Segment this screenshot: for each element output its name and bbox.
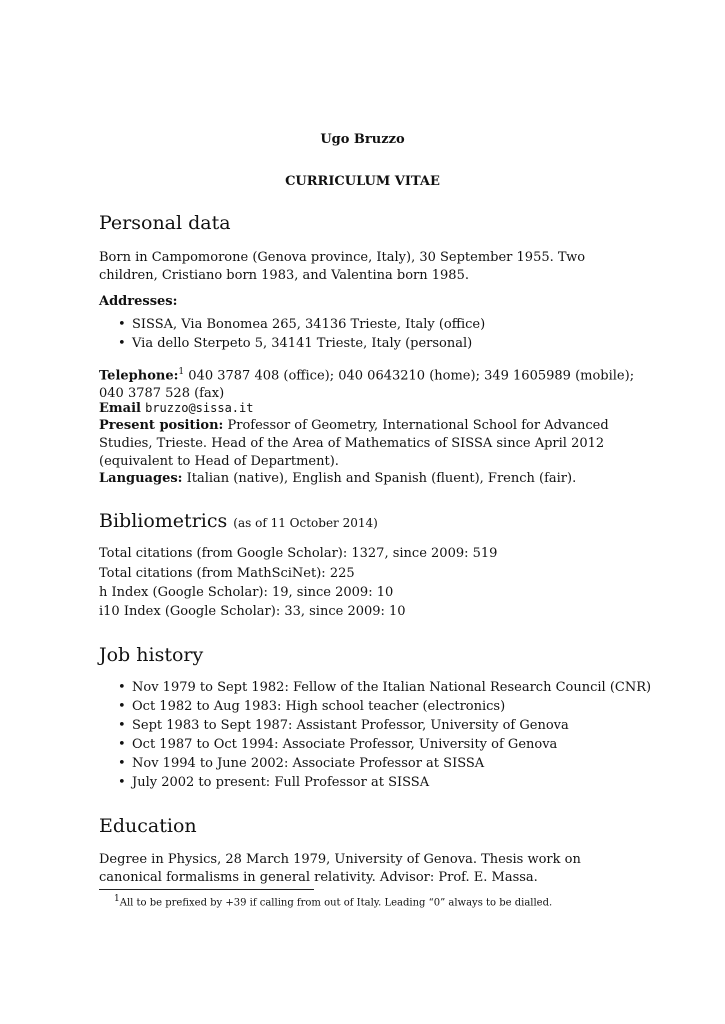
email-label: Email [99, 401, 141, 416]
address-office: SISSA, Via Bonomea 265, 34136 Trieste, Italy (office) [132, 317, 486, 332]
footnote [114, 894, 552, 908]
education-heading: Education [99, 815, 197, 837]
address-item: • SISSA, Via Bonomea 265, 34136 Trieste, Italy (office) [118, 317, 486, 332]
footnote-text: All to be prefixed by +39 if calling from out of Italy. Leading “0” always to be dialled. [119, 897, 553, 909]
email-address[interactable]: bruzzo@sissa.it [145, 401, 254, 415]
telephone-numbers: 040 3787 408 (office); 040 0643210 (home); 349 1605989 (mobile); 040 3787 528 (fax) [99, 368, 635, 402]
footnote-number: 1 [114, 894, 120, 904]
address-item: • Via dello Sterpeto 5, 34141 Trieste, Italy (personal) [118, 336, 473, 351]
position-text: Professor of Geometry, International School for Advanced Studies, Trieste. Head of the Area of Mathematics of SISSA since April 2012 (equivalent to Head of Department). [99, 418, 609, 469]
telephone-paragraph [99, 363, 639, 403]
addresses-label: Addresses: [99, 294, 178, 309]
bibliometrics-heading [99, 510, 378, 532]
personal-data-heading: Personal data [99, 212, 231, 234]
position-label: Present position: [99, 418, 224, 433]
job-history-heading: Job history [99, 644, 204, 666]
document-title: CURRICULUM VITAE [285, 174, 440, 189]
bibliometric-line: Total citations (from Google Scholar): 1327, since 2009: 519 [99, 546, 498, 561]
job-text: Oct 1982 to Aug 1983: High school teacher (electronics) [132, 699, 506, 714]
job-item: • Oct 1987 to Oct 1994: Associate Professor, University of Genova [118, 737, 558, 752]
job-item: • Oct 1982 to Aug 1983: High school teacher (electronics) [118, 699, 506, 714]
job-text: Oct 1987 to Oct 1994: Associate Professor, University of Genova [132, 737, 558, 752]
job-item: • July 2002 to present: Full Professor at SISSA [118, 775, 430, 790]
education-paragraph: Degree in Physics, 28 March 1979, University of Genova. Thesis work on canonical formalisms in general relativity. Advisor: Prof. E. Massa. [99, 852, 581, 885]
job-text: Sept 1983 to Sept 1987: Assistant Professor, University of Genova [132, 718, 569, 733]
bibliometric-line: Total citations (from MathSciNet): 225 [99, 566, 355, 581]
bibliometrics-date: (as of 11 October 2014) [233, 516, 378, 530]
bibliometrics-title: Bibliometrics [99, 510, 228, 532]
job-item: • Sept 1983 to Sept 1987: Assistant Professor, University of Genova [118, 718, 569, 733]
languages-line [99, 471, 576, 486]
bibliometric-line: i10 Index (Google Scholar): 33, since 2009: 10 [99, 604, 406, 619]
footnote-marker: 1 [178, 367, 185, 377]
job-item: • Nov 1979 to Sept 1982: Fellow of the Italian National Research Council (CNR) [118, 680, 652, 695]
address-personal: Via dello Sterpeto 5, 34141 Trieste, Italy (personal) [132, 336, 473, 351]
job-text: July 2002 to present: Full Professor at SISSA [132, 775, 430, 790]
bibliometric-line: h Index (Google Scholar): 19, since 2009: 10 [99, 585, 394, 600]
job-text: Nov 1979 to Sept 1982: Fellow of the Italian National Research Council (CNR) [132, 680, 652, 695]
job-item: • Nov 1994 to June 2002: Associate Professor at SISSA [118, 756, 485, 771]
languages-label: Languages: [99, 471, 183, 486]
languages-text: Italian (native), English and Spanish (fluent), French (fair). [186, 471, 577, 486]
email-line [99, 401, 253, 416]
footnote-rule [99, 889, 314, 890]
author-name: Ugo Bruzzo [320, 132, 405, 147]
position-paragraph [99, 417, 639, 471]
telephone-label: Telephone: [99, 368, 179, 384]
job-text: Nov 1994 to June 2002: Associate Professor at SISSA [132, 756, 485, 771]
birth-paragraph: Born in Campomorone (Genova province, Italy), 30 September 1955. Two children, Cristiano born 1983, and Valentina born 1985. [99, 250, 586, 283]
